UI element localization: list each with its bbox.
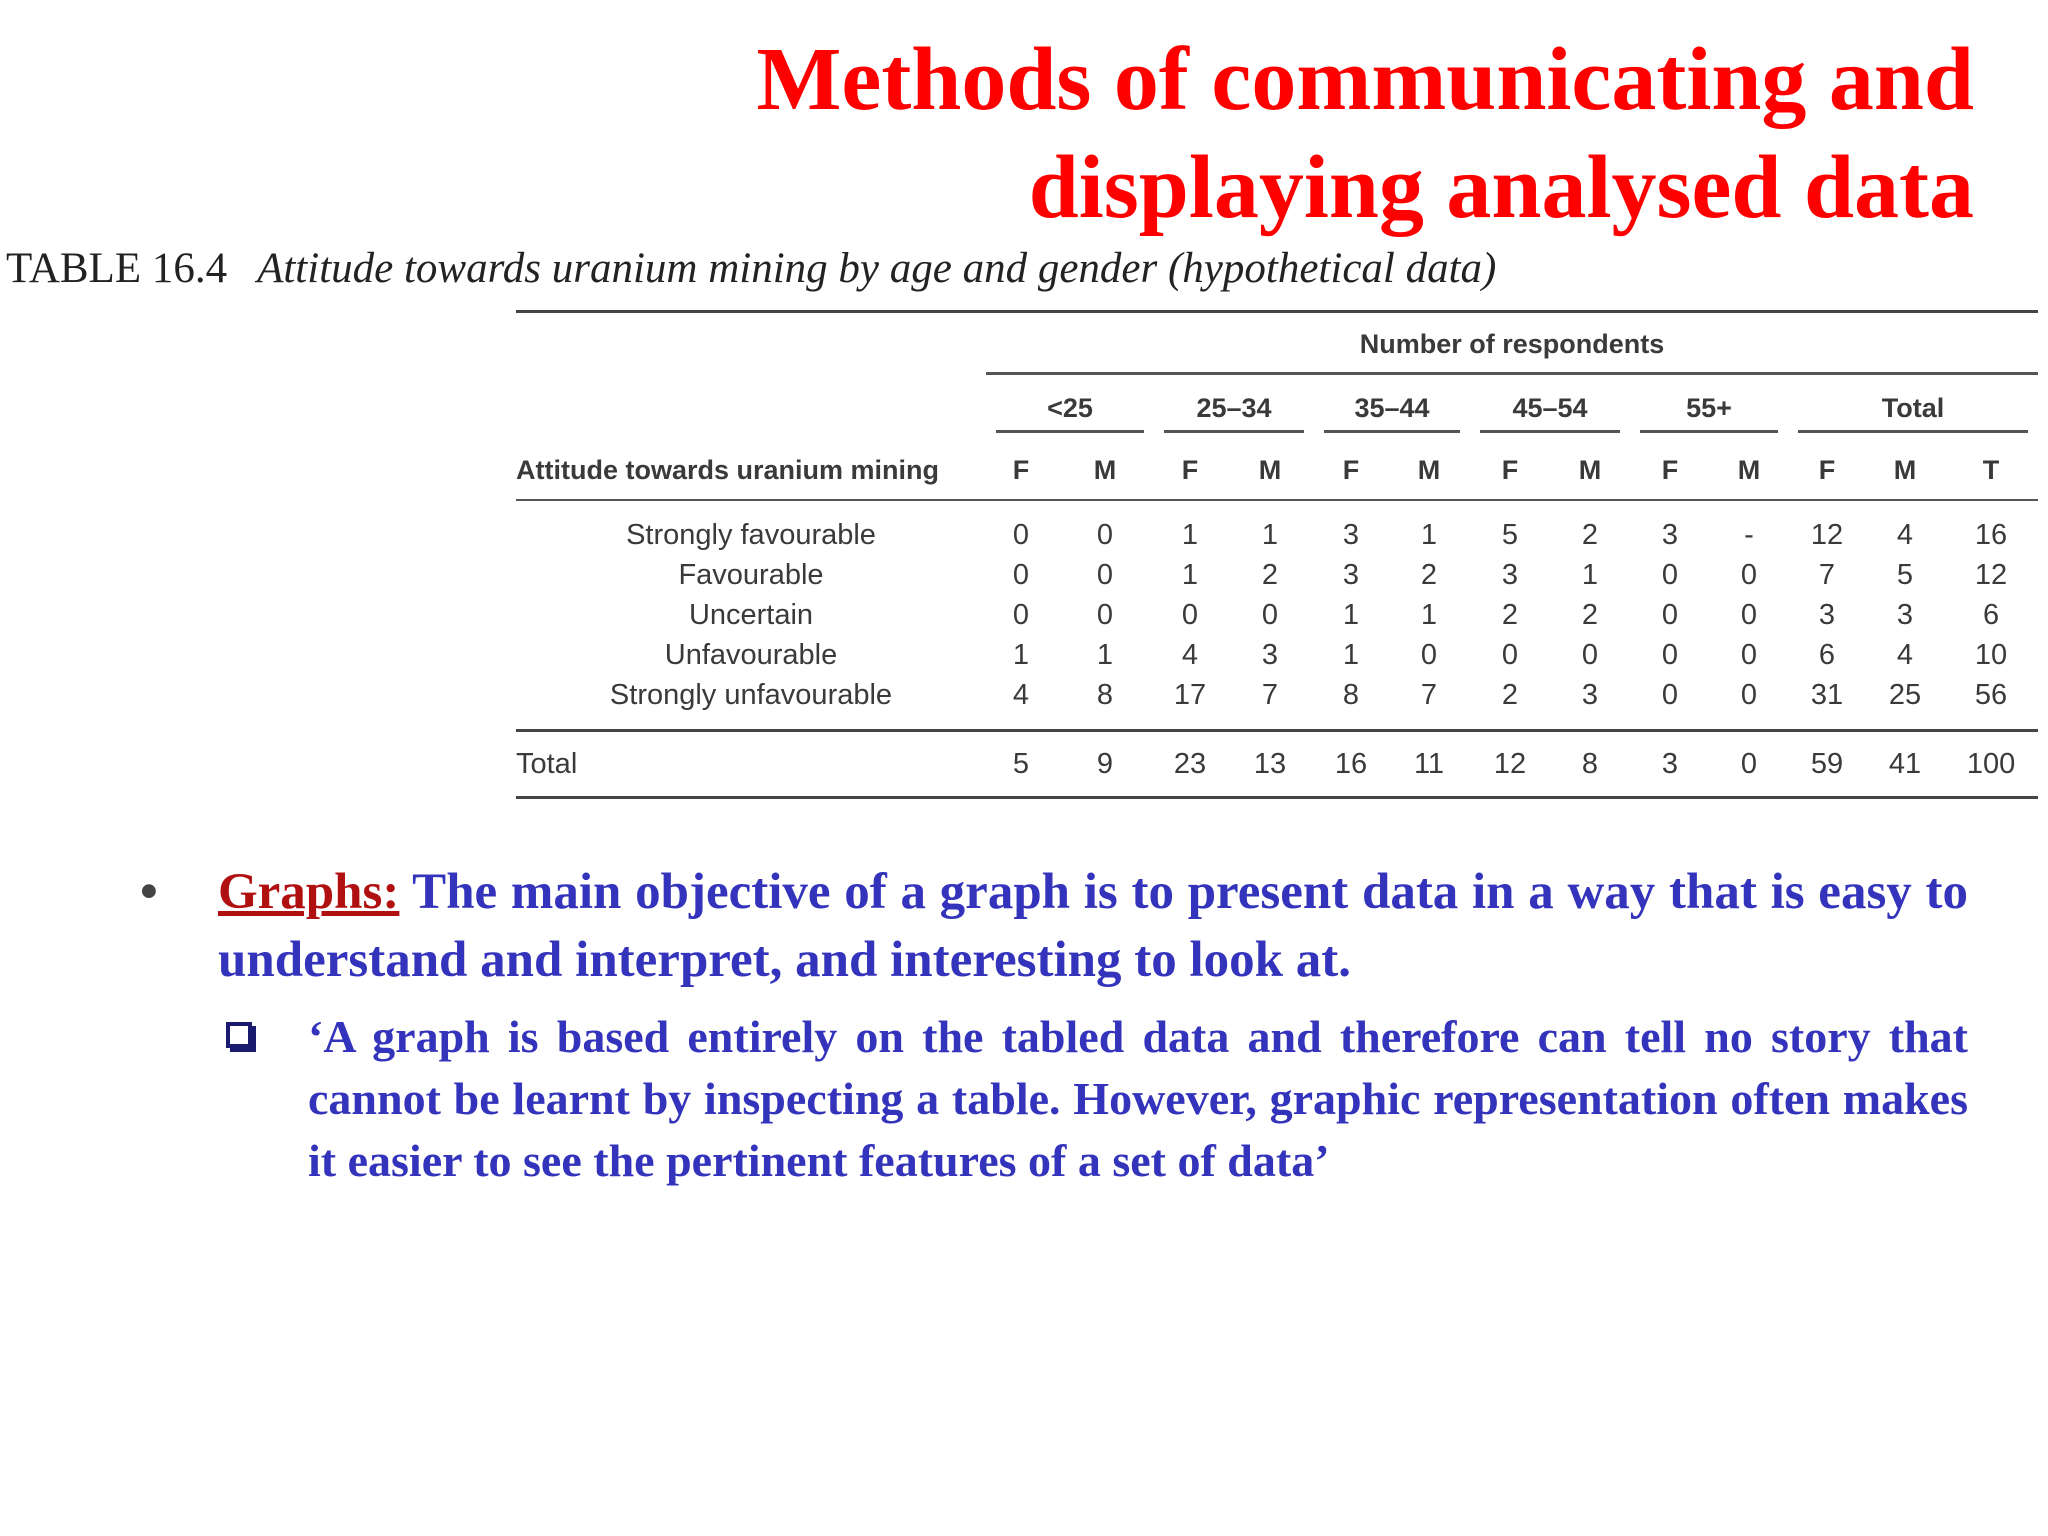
bullet-text: The main objective of a graph is to present data in a way that is easy to understand and interpret, and interesting to look at. [218, 864, 1968, 988]
table-cell: 3 [1581, 678, 1599, 711]
table-cell: 0 [1012, 598, 1030, 631]
table-cell: 13 [1226, 731, 1314, 798]
table-cell: 4 [1181, 638, 1199, 671]
column-header: F [1012, 454, 1030, 485]
table-cell: 1 [1181, 558, 1199, 591]
row-label: Uncertain [688, 598, 814, 631]
column-header: M [1578, 454, 1602, 485]
column-header: F [1661, 454, 1679, 485]
table-cell: 3 [1314, 500, 1388, 555]
age-group-header: 35–44 [1314, 375, 1470, 441]
table-cell: 0 [1581, 638, 1599, 671]
table-cell: 8 [1096, 678, 1114, 711]
table-cell: 0 [1740, 558, 1758, 591]
super-header: Number of respondents [986, 312, 2038, 376]
table-cell: 4 [1012, 678, 1030, 711]
table-cell: 1 [1581, 558, 1599, 591]
table-cell: 16 [1314, 731, 1388, 798]
column-header: T [1982, 454, 2000, 485]
table-cell: 7 [1261, 678, 1279, 711]
column-header: F [1181, 454, 1199, 485]
column-header: F [1501, 454, 1519, 485]
respondents-table [516, 310, 2038, 799]
age-group-header: Total [1788, 375, 2038, 441]
table-cell: 23 [1154, 731, 1226, 798]
table-cell: 4 [1896, 638, 1914, 671]
bullet-lead: Graphs: [218, 864, 400, 920]
column-header-row [516, 441, 2038, 500]
table-cell: 0 [1740, 638, 1758, 671]
table-cell: 0 [1710, 731, 1788, 798]
table-cell: 0 [1056, 500, 1154, 555]
row-label: Strongly favourable [516, 500, 986, 555]
table-cell: 16 [1944, 500, 2038, 555]
row-label: Strongly unfavourable [609, 678, 893, 711]
table-cell: 31 [1810, 678, 1844, 711]
table-cell: 5 [986, 731, 1056, 798]
table-cell: 3 [1342, 558, 1360, 591]
table-cell: 9 [1056, 731, 1154, 798]
table-cell: 1 [1388, 500, 1470, 555]
table-cell: 0 [1661, 638, 1679, 671]
table-cell: 8 [1550, 731, 1630, 798]
table-row [516, 675, 2038, 731]
table-cell: 3 [1630, 731, 1710, 798]
table-cell: 0 [1661, 678, 1679, 711]
table-cell: 100 [1944, 731, 2038, 798]
table-cell: 3 [1501, 558, 1519, 591]
column-header: M [1417, 454, 1441, 485]
bullet-graphs [140, 858, 1968, 994]
table-cell: 1 [1096, 638, 1114, 671]
table-cell: 4 [1866, 500, 1944, 555]
table-cell: 5 [1896, 558, 1914, 591]
super-header-row [516, 312, 2038, 376]
table-cell: 0 [1661, 558, 1679, 591]
table-cell: 6 [1982, 598, 2000, 631]
table-cell: 0 [1181, 598, 1199, 631]
table-cell: 1 [1012, 638, 1030, 671]
table-cell: 2 [1581, 598, 1599, 631]
table-cell: 25 [1888, 678, 1922, 711]
table-cell: 0 [1420, 638, 1438, 671]
table-cell: 12 [1788, 500, 1866, 555]
table-cell: 1 [1226, 500, 1314, 555]
table-cell: 0 [986, 500, 1056, 555]
table-cell: 1 [1342, 598, 1360, 631]
column-header: F [1818, 454, 1836, 485]
table-cell: 2 [1420, 558, 1438, 591]
table-cell: 0 [1012, 558, 1030, 591]
table-cell: 0 [1740, 598, 1758, 631]
table-cell: 1 [1154, 500, 1226, 555]
table-row [516, 555, 2038, 595]
table-cell: 41 [1866, 731, 1944, 798]
column-header: F [1342, 454, 1360, 485]
table-cell: 0 [1096, 558, 1114, 591]
table-cell: 0 [1261, 598, 1279, 631]
table-cell: 2 [1501, 598, 1519, 631]
bullet-quote [140, 1006, 1968, 1192]
table-cell: 59 [1788, 731, 1866, 798]
table-cell: 8 [1342, 678, 1360, 711]
table-cell: 0 [1096, 598, 1114, 631]
table-number: TABLE 16.4 [6, 245, 228, 292]
table-cell: - [1710, 500, 1788, 555]
column-header: M [1258, 454, 1282, 485]
row-header: Attitude towards uranium mining [516, 454, 939, 485]
table-cell: 12 [1974, 558, 2008, 591]
row-label: Total [516, 731, 986, 798]
slide-content [140, 858, 1968, 1192]
age-group-header-row [516, 375, 2038, 441]
column-header: M [1893, 454, 1917, 485]
column-header: M [1737, 454, 1761, 485]
table-cell: 10 [1974, 638, 2008, 671]
table-cell: 3 [1630, 500, 1710, 555]
table-cell: 3 [1896, 598, 1914, 631]
row-label: Unfavourable [664, 638, 838, 671]
table-cell: 56 [1974, 678, 2008, 711]
column-header: M [1093, 454, 1117, 485]
row-label: Favourable [678, 558, 824, 591]
table-cell: 0 [1501, 638, 1519, 671]
age-group-header: 25–34 [1154, 375, 1314, 441]
table-cell: 1 [1342, 638, 1360, 671]
table-cell: 2 [1501, 678, 1519, 711]
table-cell: 7 [1818, 558, 1836, 591]
table-row [516, 595, 2038, 635]
table-cell: 0 [1661, 598, 1679, 631]
table-cell: 12 [1470, 731, 1550, 798]
age-group-header: <25 [986, 375, 1154, 441]
table-cell: 3 [1818, 598, 1836, 631]
table-cell: 5 [1470, 500, 1550, 555]
age-group-header: 55+ [1630, 375, 1788, 441]
table-cell: 7 [1420, 678, 1438, 711]
table-cell: 2 [1261, 558, 1279, 591]
bullet-dot-icon: • [140, 864, 158, 920]
table-cell: 1 [1420, 598, 1438, 631]
table-cell: 0 [1740, 678, 1758, 711]
total-row [516, 731, 2038, 798]
quote-text: ‘A graph is based entirely on the tabled data and therefore can tell no story that cannot be learnt by inspecting a table. However, graphic representation often makes it easier to see the pertinent features of a set of data’ [308, 1011, 1968, 1186]
table-row [516, 500, 2038, 555]
checkbox-bullet-icon [226, 1022, 252, 1048]
table-title: Attitude towards uranium mining by age and gender (hypothetical data) [257, 245, 1497, 292]
table-cell: 2 [1550, 500, 1630, 555]
slide-title: Methods of communicating and displaying analysed data [756, 30, 1974, 237]
age-group-header: 45–54 [1470, 375, 1630, 441]
table-cell: 11 [1388, 731, 1470, 798]
table-cell: 6 [1818, 638, 1836, 671]
table-caption [6, 244, 1496, 293]
table-row [516, 635, 2038, 675]
table-cell: 17 [1173, 678, 1207, 711]
table-cell: 3 [1261, 638, 1279, 671]
